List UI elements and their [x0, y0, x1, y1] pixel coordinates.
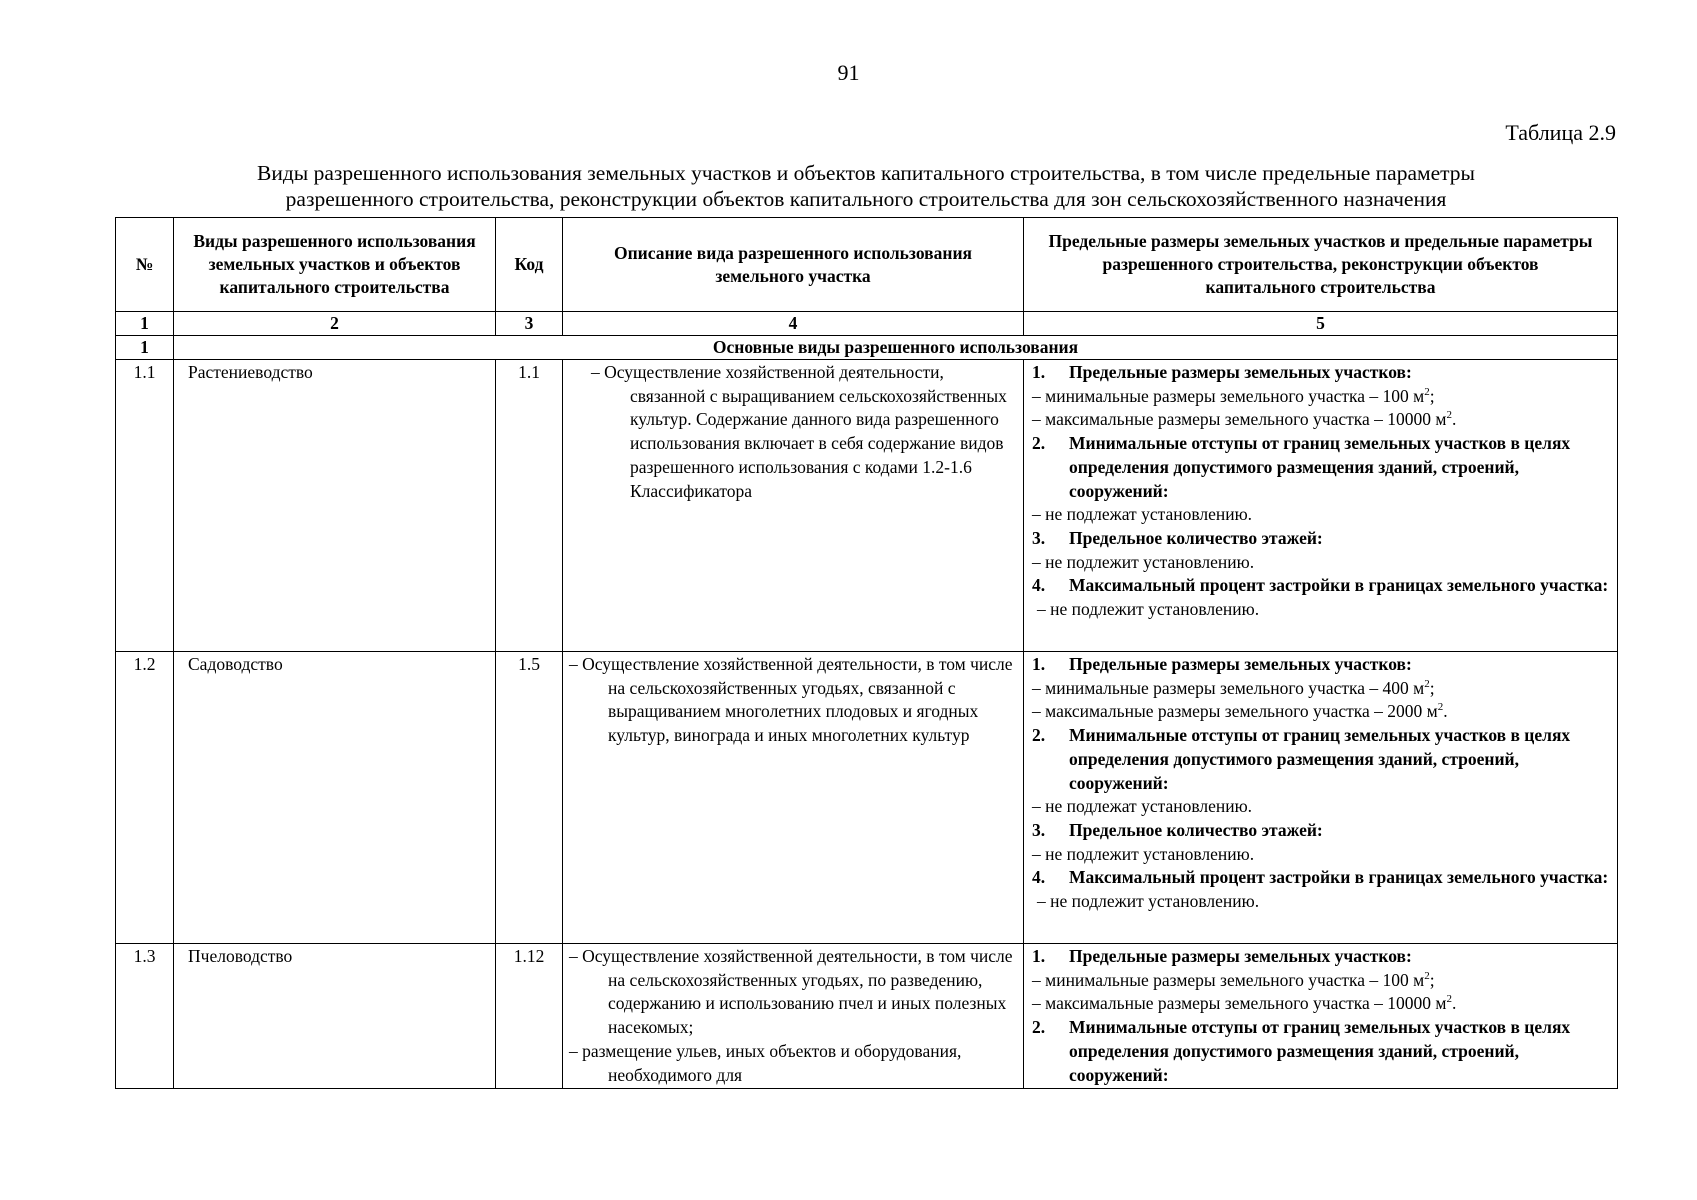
- description-paragraph: – Осуществление хозяйственной деятельности, связанной с выращиванием сельскохозяйственных культур. Содержание данного вида разрешенного использования включает в себя содержание видов разрешенного использования с кодами 1.2-1.6 Классификатора: [591, 362, 1007, 501]
- param-value: – минимальные размеры земельного участка – 400 $м^2$;: [1032, 677, 1435, 698]
- use-description: [563, 652, 1024, 944]
- param-value: – минимальные размеры земельного участка – 100 $м^2$;: [1032, 385, 1435, 406]
- param-heading: 4. Максимальный процент застройки в границах земельного участка:: [1032, 575, 1609, 596]
- header-code: Код: [496, 218, 563, 312]
- table-title: [115, 160, 1617, 212]
- section-row: [116, 336, 1618, 360]
- use-parameters: [1024, 652, 1618, 944]
- section-number: 1: [116, 336, 174, 360]
- table-title-line-1: Виды разрешенного использования земельных участков и объектов капитального строительства, в том числе предельные параметры: [257, 161, 1475, 185]
- param-value: – не подлежит установлению.: [1037, 891, 1260, 912]
- column-number-row: [116, 312, 1618, 336]
- param-value: – не подлежат установлению.: [1032, 796, 1253, 817]
- use-parameters: [1024, 944, 1618, 1089]
- section-title: Основные виды разрешенного использования: [174, 336, 1618, 360]
- param-value: – не подлежит установлению.: [1032, 551, 1255, 572]
- row-number: 1.3: [116, 944, 174, 1089]
- param-heading: 1. Предельные размеры земельных участков:: [1032, 946, 1412, 966]
- table-row: [116, 360, 1618, 652]
- page-number: 91: [837, 60, 860, 85]
- param-heading: 3. Предельное количество этажей:: [1032, 527, 1323, 548]
- header-use-type: Виды разрешенного использования земельных участков и объектов капитального строительства: [174, 218, 496, 312]
- param-heading: 4. Максимальный процент застройки в границах земельного участка:: [1032, 867, 1609, 888]
- column-number: 4: [563, 312, 1024, 336]
- use-code: 1.1: [496, 360, 563, 652]
- use-type-name: Садоводство: [174, 652, 496, 944]
- table-row: [116, 944, 1618, 1089]
- header-parameters: Предельные размеры земельных участков и предельные параметры разрешенного строительства, реконструкции объектов капитального строительства: [1024, 218, 1618, 312]
- table-title-line-2: разрешенного строительства, реконструкции объектов капитального строительства для зон сельскохозяйственного назначения: [285, 187, 1447, 211]
- header-no: №: [116, 218, 174, 312]
- land-use-table: [115, 217, 1618, 1089]
- param-heading: 1. Предельные размеры земельных участков:: [1032, 362, 1412, 382]
- param-heading: 2. Минимальные отступы от границ земельных участков в целях определения допустимого размещения зданий, строений, сооружений:: [1032, 433, 1571, 501]
- use-description: [563, 360, 1024, 652]
- description-paragraph: – Осуществление хозяйственной деятельности, в том числе на сельскохозяйственных угодьях, по разведению, содержанию и использованию пчел и иных полезных насекомых;: [569, 946, 1013, 1038]
- param-value: – не подлежат установлению.: [1032, 504, 1253, 525]
- row-number: 1.1: [116, 360, 174, 652]
- param-heading: 2. Минимальные отступы от границ земельных участков в целях определения допустимого размещения зданий, строений, сооружений:: [1032, 1017, 1571, 1085]
- use-type-name: Растениеводство: [174, 360, 496, 652]
- param-value: – максимальные размеры земельного участка – 2000 $м^2$.: [1032, 701, 1448, 722]
- param-value: – максимальные размеры земельного участка – 10000 $м^2$.: [1032, 409, 1457, 430]
- table-row: [116, 652, 1618, 944]
- param-value: – минимальные размеры земельного участка – 100 $м^2$;: [1032, 969, 1435, 990]
- use-description: [563, 944, 1024, 1089]
- column-number: 5: [1024, 312, 1618, 336]
- header-description: Описание вида разрешенного использования земельного участка: [563, 218, 1024, 312]
- param-heading: 1. Предельные размеры земельных участков:: [1032, 654, 1412, 674]
- use-code: 1.5: [496, 652, 563, 944]
- param-heading: 3. Предельное количество этажей:: [1032, 819, 1323, 840]
- column-number: 1: [116, 312, 174, 336]
- param-heading: 2. Минимальные отступы от границ земельных участков в целях определения допустимого размещения зданий, строений, сооружений:: [1032, 725, 1571, 793]
- row-number: 1.2: [116, 652, 174, 944]
- param-value: – максимальные размеры земельного участка – 10000 $м^2$.: [1032, 993, 1457, 1014]
- table-header-row: [116, 218, 1618, 312]
- column-number: 3: [496, 312, 563, 336]
- param-value: – не подлежит установлению.: [1032, 843, 1255, 864]
- description-paragraph: – Осуществление хозяйственной деятельности, в том числе на сельскохозяйственных угодьях, связанной с выращиванием многолетних плодовых и ягодных культур, винограда и иных многолетних культур: [569, 654, 1013, 746]
- use-parameters: [1024, 360, 1618, 652]
- table-label: Таблица 2.9: [1505, 120, 1616, 145]
- use-type-name: Пчеловодство: [174, 944, 496, 1089]
- param-value: – не подлежит установлению.: [1037, 599, 1260, 620]
- description-paragraph: – размещение ульев, иных объектов и оборудования, необходимого для: [569, 1040, 962, 1085]
- column-number: 2: [174, 312, 496, 336]
- use-code: 1.12: [496, 944, 563, 1089]
